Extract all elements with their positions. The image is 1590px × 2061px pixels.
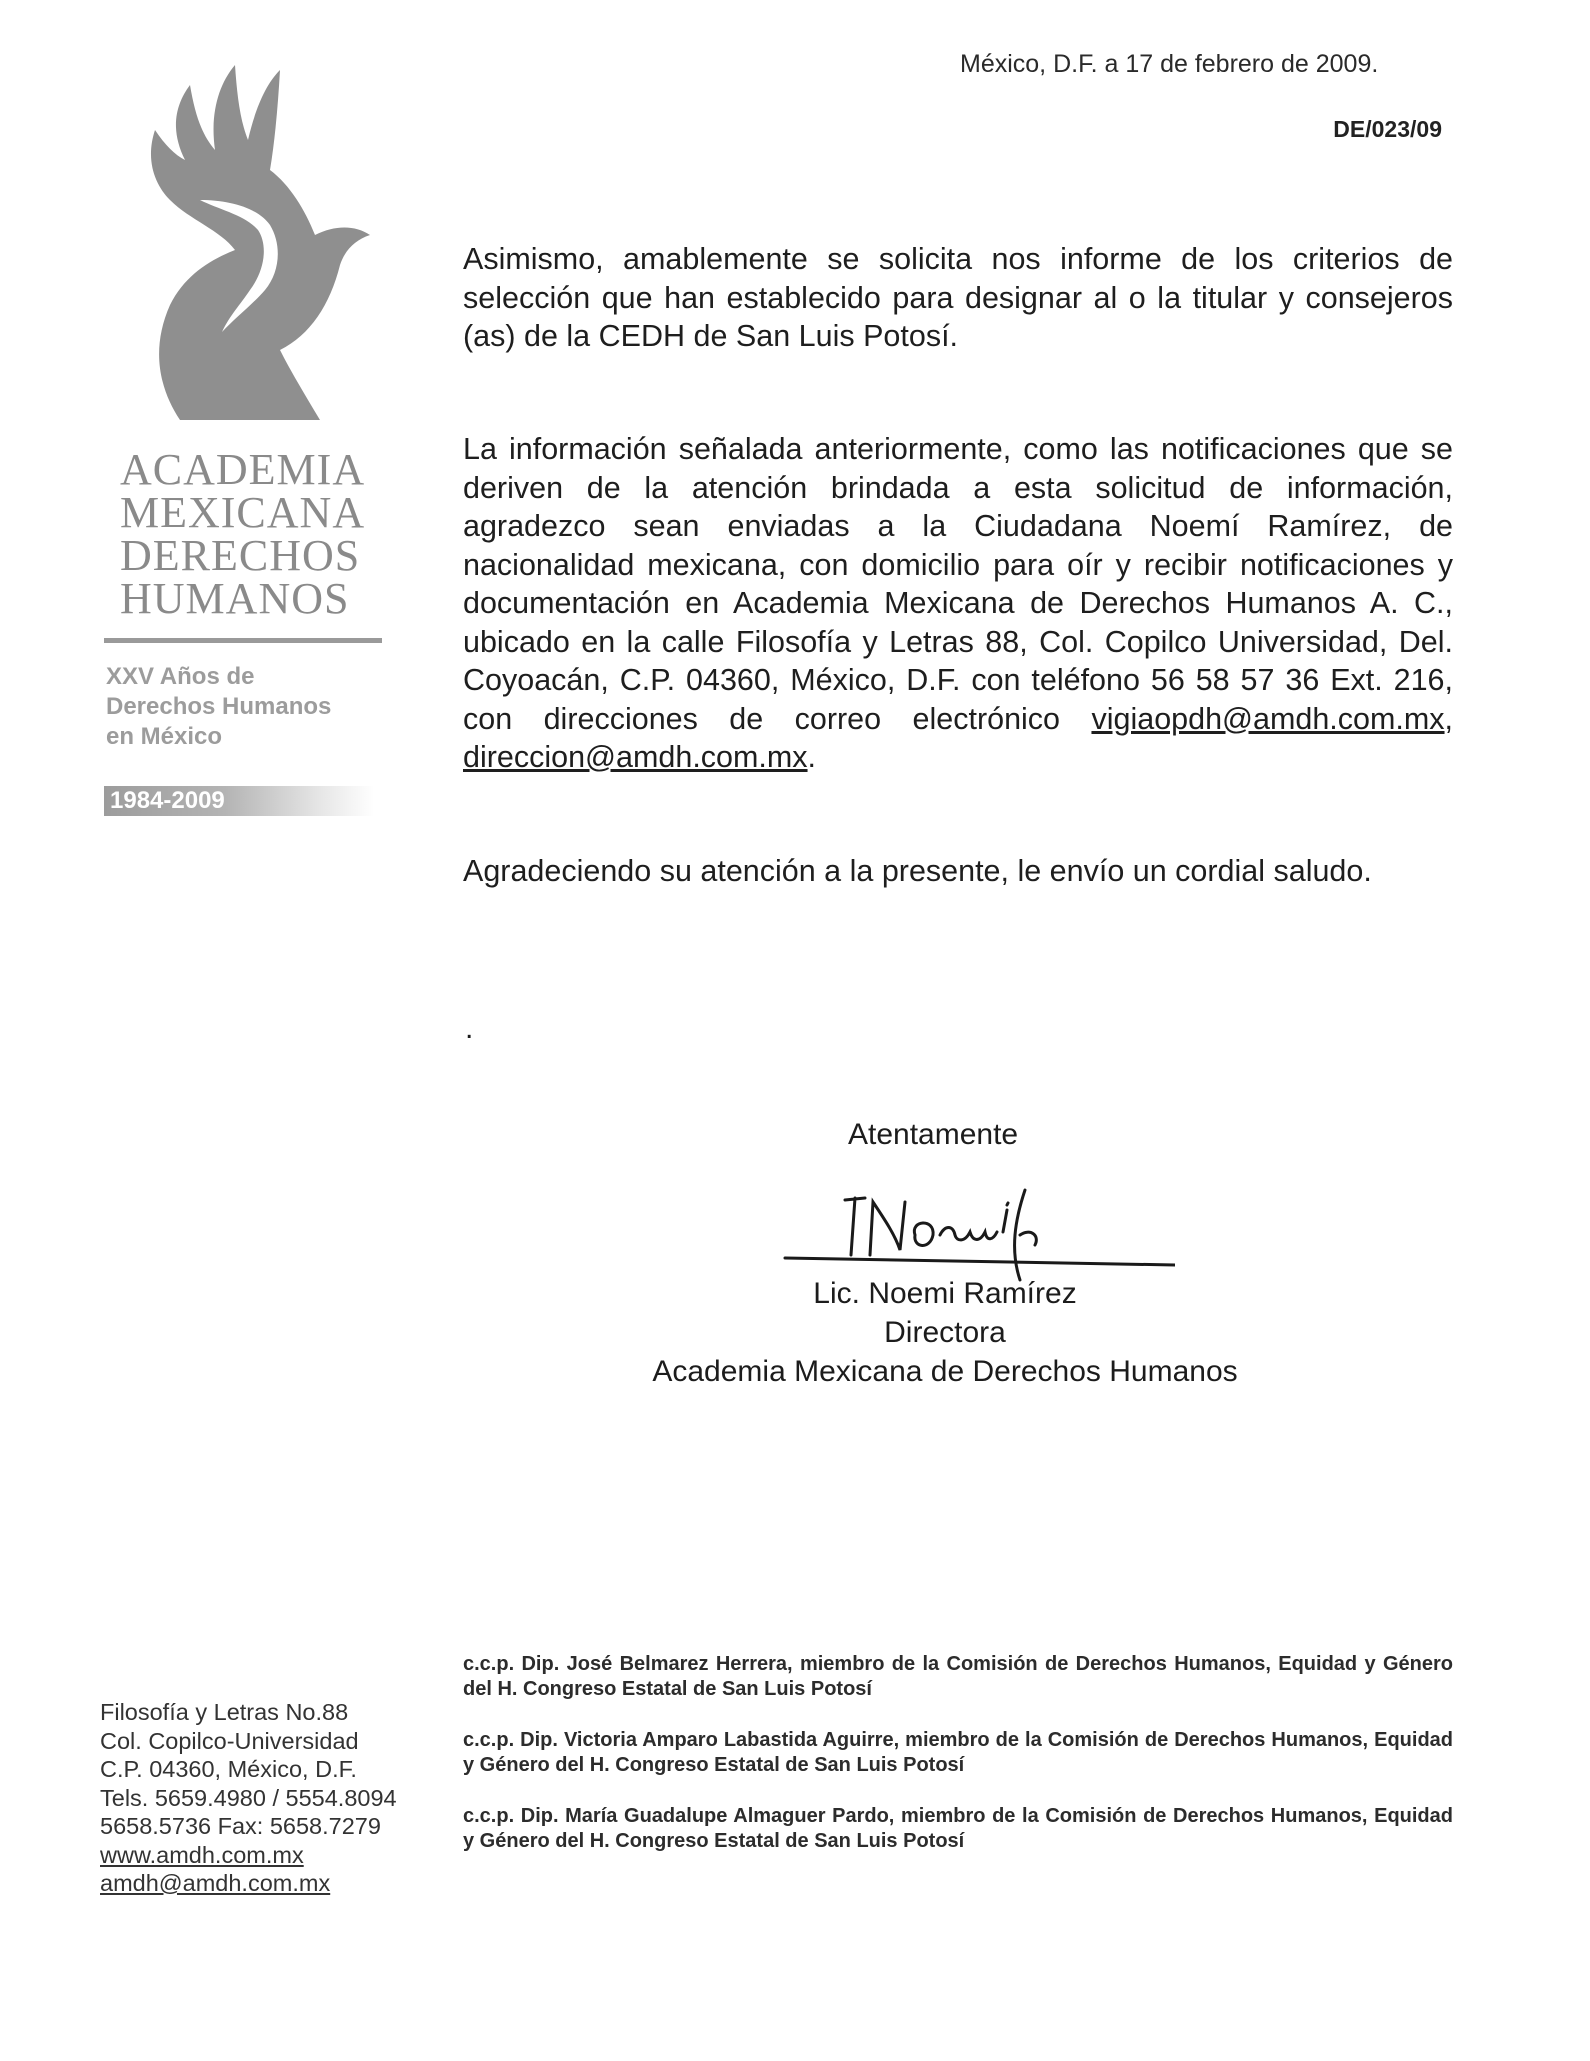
stray-dot: . [465, 1012, 474, 1045]
anniversary-text [106, 662, 386, 752]
letter-date: México, D.F. a 17 de febrero de 2009. [960, 50, 1379, 78]
paragraph-end: . [807, 740, 817, 774]
address-line-1: Filosofía y Letras No.88 [100, 1699, 349, 1725]
ccp-entry: c.c.p. Dip. Victoria Amparo Labastida Aguirre, miembro de la Comisión de Derechos Humanos, Equidad y Género del H. Congreso Estatal de San Luis Potosí [463, 1729, 1453, 1776]
footer-email-link[interactable]: amdh@amdh.com.mx [100, 1870, 331, 1896]
signer-name: Lic. Noemi Ramírez [813, 1277, 1077, 1310]
dove-hand-icon [140, 60, 390, 420]
logo-divider [104, 638, 382, 643]
website-link[interactable]: www.amdh.com.mx [100, 1841, 304, 1868]
signer-organization: Academia Mexicana de Derechos Humanos [652, 1355, 1238, 1388]
academy-name [120, 445, 390, 623]
years-label: 1984-2009 [110, 787, 225, 814]
academy-line-4: HUMANOS [120, 574, 350, 623]
ccp-entry: c.c.p. Dip. José Belmarez Herrera, miembro de la Comisión de Derechos Humanos, Equidad y Género del H. Congreso Estatal de San Luis Potosí [463, 1653, 1453, 1700]
ccp-entry: c.c.p. Dip. María Guadalupe Almaguer Pardo, miembro de la Comisión de Derechos Humanos, Equidad y Género del H. Congreso Estatal de San Luis Potosí [463, 1805, 1453, 1852]
address-line-3: C.P. 04360, México, D.F. [100, 1756, 357, 1782]
anniversary-line-2: Derechos Humanos [106, 693, 332, 720]
reference-number: DE/023/09 [1333, 116, 1442, 142]
address-line-5: 5658.5736 Fax: 5658.7279 [100, 1813, 381, 1839]
paragraph-notifications [463, 430, 1453, 777]
email-separator: , [1444, 701, 1454, 736]
anniversary-line-1: XXV Años de [106, 663, 255, 690]
academy-line-2: MEXICANA [120, 488, 366, 537]
signer-title: Directora [884, 1316, 1006, 1349]
academy-line-3: DERECHOS [120, 531, 361, 580]
paragraph-criteria: Asimismo, amablemente se solicita nos informe de los criterios de selección que han establecido para designar al o la titular y consejeros (as) de la CEDH de San Luis Potosí. [463, 242, 1453, 353]
academy-line-1: ACADEMIA [120, 445, 366, 494]
footer-address [100, 1698, 397, 1898]
anniversary-line-3: en México [106, 723, 223, 750]
paragraph-notifications-text: La información señalada anteriormente, como las notificaciones que se deriven de la atención brindada a esta solicitud de información, agradezco sean enviadas a la Ciudadana Noemí Ramírez, de nacionalidad mexicana, con domicilio para oír y recibir notificaciones y documentación en Academia Mexicana de Derechos Humanos A. C., ubicado en la calle Filosofía y Letras 88, Col. Copilco Universidad, Del. Coyoacán, C.P. 04360, México, D.F. con teléfono 56 58 57 36 Ext. 216, con direcciones de correo electrónico [463, 432, 1453, 736]
paragraph-thanks: Agradeciendo su atención a la presente, le envío un cordial saludo. [463, 854, 1372, 888]
email-link-vigia[interactable]: vigiaopdh@amdh.com.mx [1091, 701, 1445, 736]
closing-text: Atentamente [848, 1118, 1019, 1151]
address-line-2: Col. Copilco-Universidad [100, 1727, 359, 1754]
address-line-4: Tels. 5659.4980 / 5554.8094 [100, 1784, 397, 1811]
email-link-direccion[interactable]: direccion@amdh.com.mx [463, 740, 808, 774]
